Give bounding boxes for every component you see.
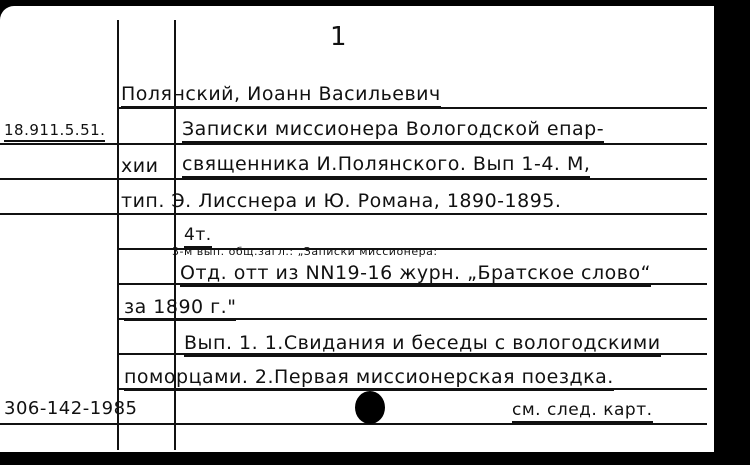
- contents-line-1: Вып. 1. 1.Свидания и беседы с вологодскими: [184, 332, 661, 357]
- series-note: 3-м вып. общ.загл.: „Записки миссионера:: [172, 245, 438, 258]
- rule-line: [0, 423, 707, 425]
- margin-line-left: [117, 20, 119, 450]
- punch-hole: [355, 391, 385, 424]
- continued-note: см. след. карт.: [512, 400, 653, 423]
- rule-line: [0, 143, 707, 145]
- offprint-year-line: за 1890 г.": [124, 296, 236, 321]
- inventory-number: 306-142-1985: [4, 398, 138, 419]
- volumes-count: 4т.: [184, 225, 212, 248]
- title-line-2-left: хии: [121, 155, 158, 180]
- imprint-line: тип. Э. Лисснера и Ю. Романа, 1890-1895.: [121, 190, 561, 215]
- card-number-mark: 1: [330, 22, 348, 52]
- title-line-2: священника И.Полянского. Вып 1-4. М,: [182, 153, 590, 178]
- shelfmark: 18.911.5.51.: [4, 121, 105, 142]
- title-line-1: Записки миссионера Вологодской епар-: [182, 118, 604, 143]
- author-heading: Полянский, Иоанн Васильевич: [121, 83, 441, 108]
- offprint-line: Отд. отт из NN19-16 журн. „Братское слово“: [180, 262, 651, 287]
- card-edge: [714, 45, 724, 465]
- contents-line-2: поморцами. 2.Первая миссионерская поездка.: [124, 366, 614, 391]
- rule-line: [0, 178, 707, 180]
